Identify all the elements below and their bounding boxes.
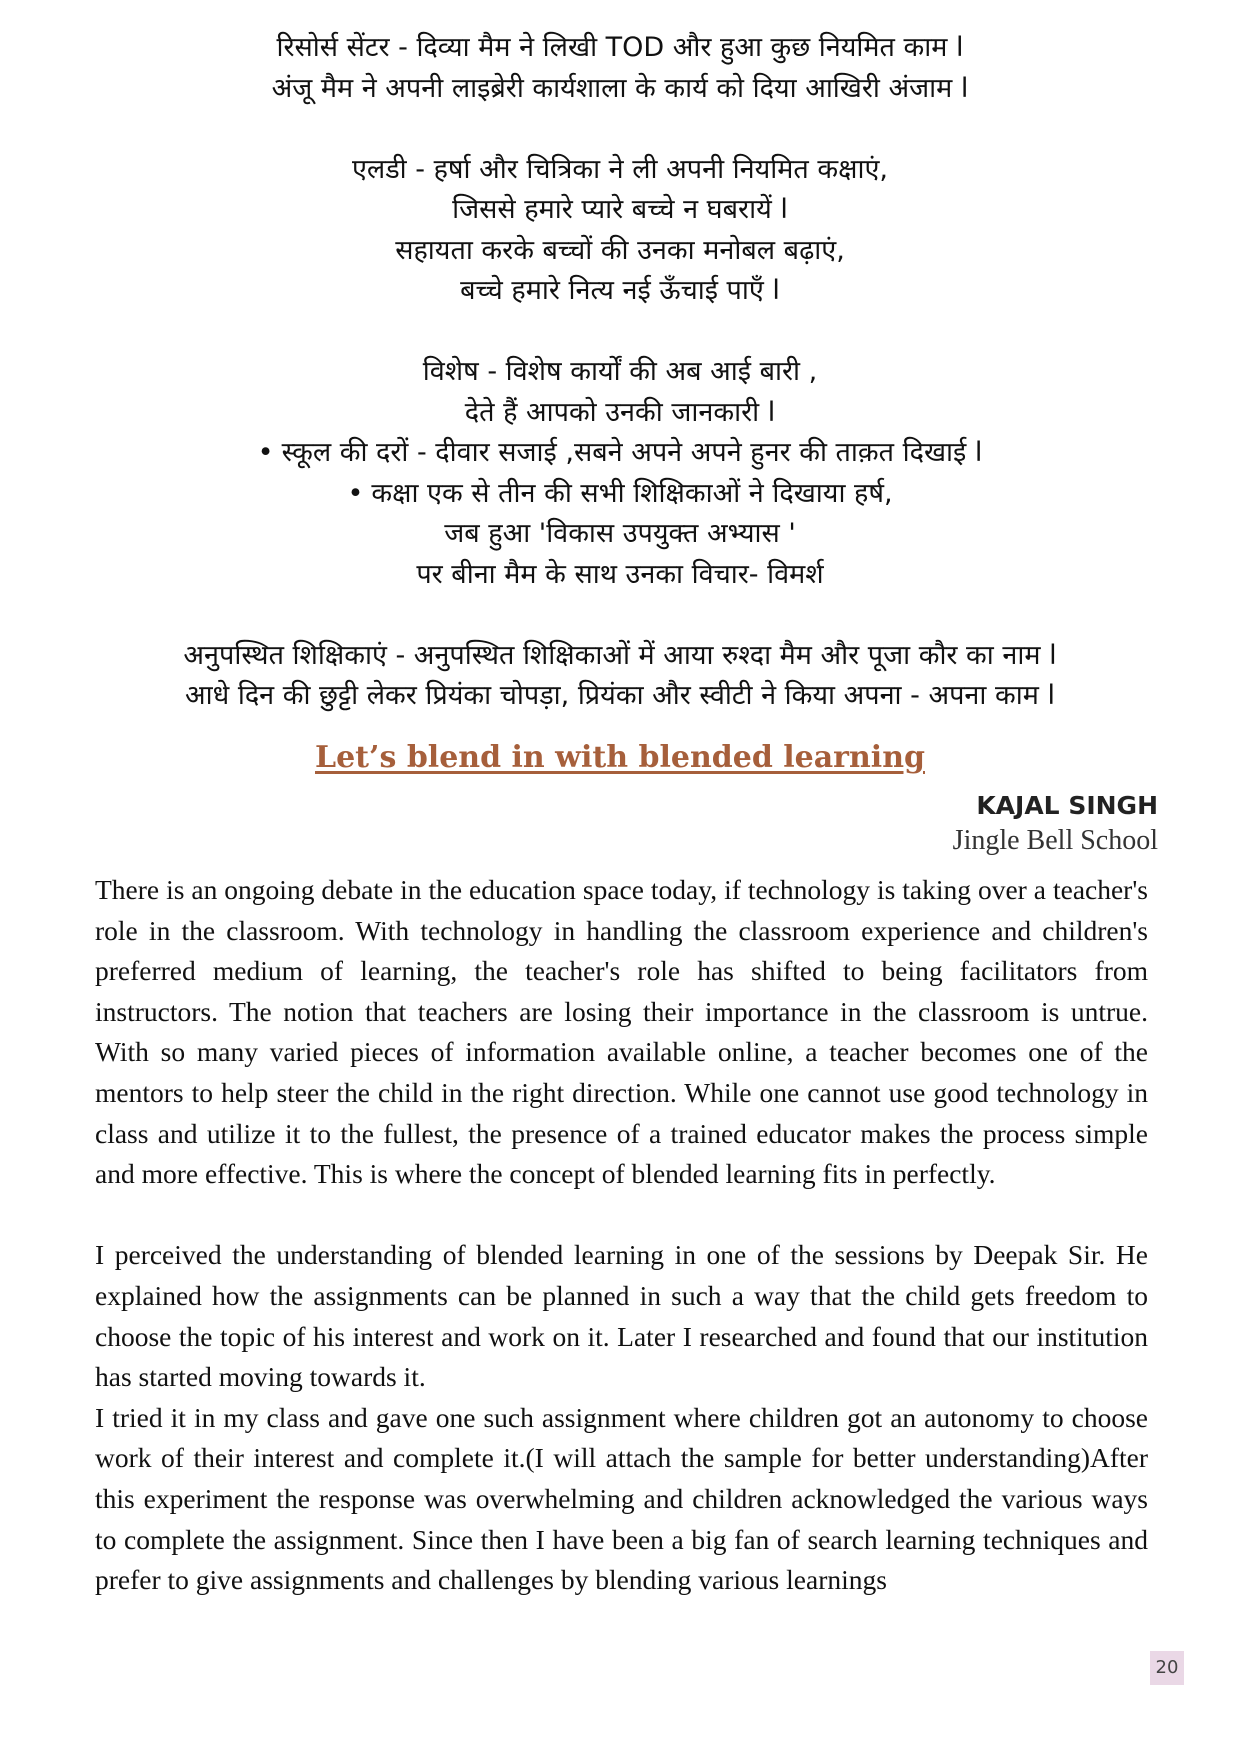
hindi-line: पर बीना मैम के साथ उनका विचार- विमर्श	[416, 558, 824, 590]
resource-center-stanza	[100, 28, 1140, 109]
hindi-line: अंजू मैम ने अपनी लाइब्रेरी कार्यशाला के कार्य को दिया आखिरी अंजाम l	[271, 72, 969, 104]
hindi-line: बच्चे हमारे नित्य नई ऊँचाई पाएँ l	[460, 275, 780, 306]
hindi-line: विशेष - विशेष कार्यों की अब आई बारी ,	[422, 356, 818, 387]
hindi-report-section	[100, 28, 1140, 717]
bullet-icon: •	[257, 437, 274, 468]
article-paragraph: I perceived the understanding of blended learning in one of the sessions by Deepak Sir. He explained how the assignments can be planned in such a way that the child gets freedom to choose the topic of his interest and work on it. Later I researched and found that our institution has started moving towards it.	[95, 1239, 1148, 1393]
hindi-line: एलडी - हर्षा और चित्रिका ने ली अपनी नियमित कक्षाएं,	[351, 153, 889, 185]
author-name: KAJAL SINGH	[976, 791, 1158, 820]
hindi-line: अनुपस्थित शिक्षिकाएं - अनुपस्थित शिक्षिकाओं में आया रुश्दा मैम और पूजा कौर का नाम l	[183, 639, 1057, 671]
hindi-line: आधे दिन की छुट्टी लेकर प्रियंका चोपड़ा, प्रियंका और स्वीटी ने किया अपना - अपना काम l	[185, 680, 1055, 711]
bullet-text: स्कूल की दरों - दीवार सजाई ,सबने अपने अपने हुनर की ताक़त दिखाई l	[281, 437, 983, 468]
hindi-line: रिसोर्स सेंटर - दिव्या मैम ने लिखी TOD और हुआ कुछ नियमित काम l	[276, 32, 964, 63]
absent-teachers-stanza	[100, 636, 1140, 717]
article-title: Let’s blend in with blended learning	[315, 740, 925, 775]
school-name: Jingle Bell School	[952, 825, 1158, 856]
bullet-item	[100, 474, 1140, 515]
hindi-line: जब हुआ 'विकास उपयुक्त अभ्यास '	[444, 518, 796, 549]
article-body	[95, 870, 1148, 1601]
special-stanza	[100, 352, 1140, 595]
ld-stanza	[100, 150, 1140, 312]
hindi-line: देते हैं आपको उनकी जानकारी l	[464, 396, 776, 428]
hindi-line: सहायता करके बच्चों की उनका मनोबल बढ़ाएं,	[395, 234, 845, 266]
page-number: 20	[1150, 1651, 1184, 1685]
hindi-line: जिससे हमारे प्यारे बच्चे न घबरायें l	[452, 194, 788, 225]
article-paragraph: There is an ongoing debate in the education space today, if technology is taking over a teacher's role in the classroom. With technology in handling the classroom experience and children's preferred medium of learning, the teacher's role has shifted to being facilitators from instructors. The notion that teachers are losing their importance in the classroom is untrue. With so many varied pieces of information available online, a teacher becomes one of the mentors to help steer the child in the right direction. While one cannot use good technology in class and utilize it to the fullest, the presence of a trained educator makes the process simple and more effective. This is where the concept of blended learning fits in perfectly.	[95, 874, 1148, 1190]
article-paragraph: I tried it in my class and gave one such assignment where children got an autonomy to choose work of their interest and complete it.(I will attach the sample for better understanding)After this experiment the response was overwhelming and children acknowledged the various ways to complete the assignment. Since then I have been a big fan of search learning techniques and prefer to give assignments and challenges by blending various learnings	[95, 1401, 1148, 1596]
bullet-item	[100, 433, 1140, 474]
bullet-text: कक्षा एक से तीन की सभी शिक्षिकाओं ने दिखाया हर्ष,	[371, 477, 893, 509]
bullet-icon: •	[347, 477, 364, 509]
